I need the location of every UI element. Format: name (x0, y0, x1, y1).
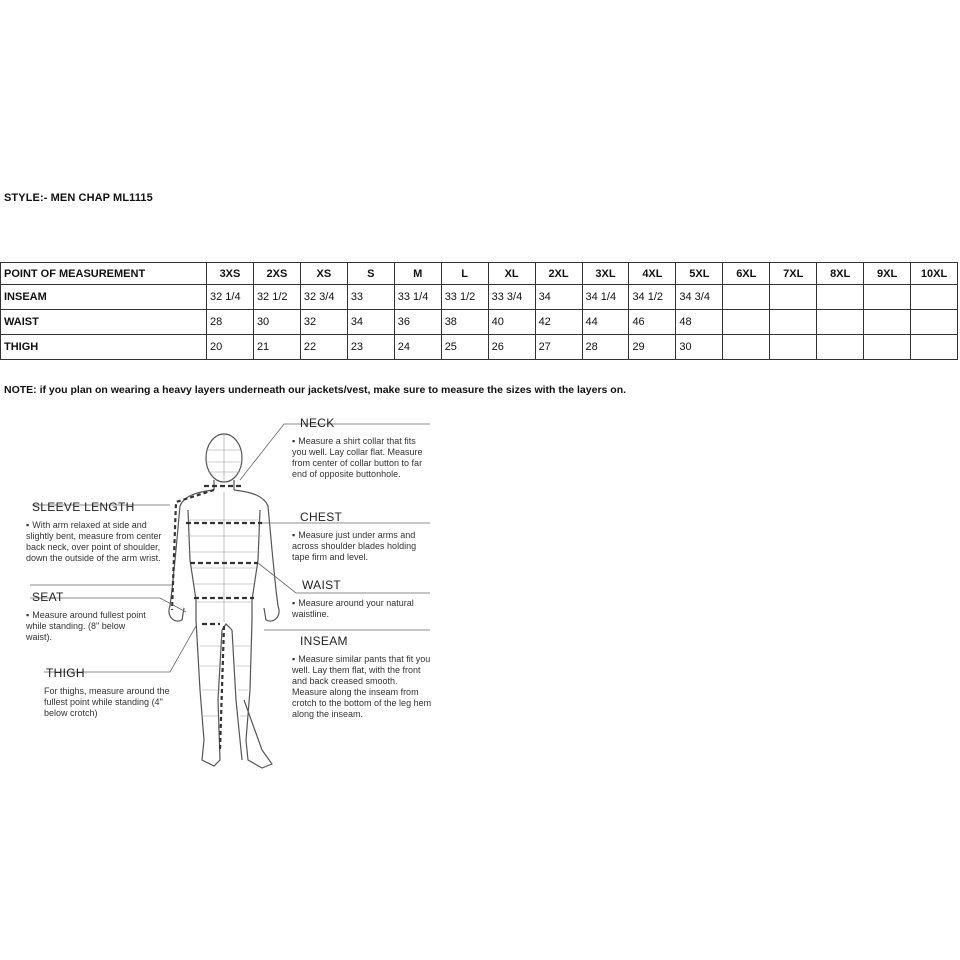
size-header-cell: 4XL (629, 263, 676, 285)
header-point-of-measurement: POINT OF MEASUREMENT (1, 263, 207, 285)
size-header-cell: M (394, 263, 441, 285)
table-cell (817, 310, 864, 335)
waist-description: ▪ Measure around your natural waistline. (292, 598, 422, 620)
row-label: INSEAM (1, 285, 207, 310)
table-cell: 32 3/4 (300, 285, 347, 310)
table-cell (770, 310, 817, 335)
table-cell (817, 285, 864, 310)
table-cell: 48 (676, 310, 723, 335)
table-cell (864, 285, 911, 310)
waist-title: WAIST (302, 578, 342, 592)
table-cell: 20 (207, 335, 254, 360)
table-cell: 33 3/4 (488, 285, 535, 310)
table-cell (770, 335, 817, 360)
chest-title: CHEST (300, 510, 343, 524)
table-cell: 34 (347, 310, 394, 335)
size-header-cell: XL (488, 263, 535, 285)
size-header-cell: 6XL (723, 263, 770, 285)
size-header-cell: 10XL (911, 263, 958, 285)
table-cell: 26 (488, 335, 535, 360)
table-cell: 38 (441, 310, 488, 335)
table-cell (911, 285, 958, 310)
table-cell: 34 (535, 285, 582, 310)
size-header-cell: S (347, 263, 394, 285)
table-cell: 28 (207, 310, 254, 335)
size-header-cell: 2XL (535, 263, 582, 285)
size-header-cell: 3XS (207, 263, 254, 285)
table-cell (911, 310, 958, 335)
table-cell: 22 (300, 335, 347, 360)
table-row (1, 335, 958, 360)
size-header-cell: 8XL (817, 263, 864, 285)
table-cell: 46 (629, 310, 676, 335)
table-cell: 34 1/2 (629, 285, 676, 310)
inseam-description: ▪ Measure similar pants that fit you well. Lay them flat, with the front and back creased smooth. Measure along the inseam from crotch to the bottom of the leg hem along the inseam. (292, 654, 432, 720)
thigh-title: THIGH (46, 666, 85, 680)
table-row (1, 285, 958, 310)
table-cell: 34 3/4 (676, 285, 723, 310)
table-row (1, 310, 958, 335)
sleeve-length-description: ▪ With arm relaxed at side and slightly bent, measure from center back neck, over point of shoulder, down the outside of the arm wrist. (26, 520, 166, 564)
seat-title: SEAT (32, 590, 64, 604)
table-cell: 23 (347, 335, 394, 360)
table-cell: 33 (347, 285, 394, 310)
size-header-cell: 9XL (864, 263, 911, 285)
table-header-row (1, 263, 958, 285)
table-cell: 32 1/2 (253, 285, 300, 310)
table-cell (817, 335, 864, 360)
table-cell: 29 (629, 335, 676, 360)
table-cell: 42 (535, 310, 582, 335)
table-cell (723, 310, 770, 335)
neck-description: ▪ Measure a shirt collar that fits you well. Lay collar flat. Measure from center of collar button to far end of opposite buttonhole. (292, 436, 432, 480)
table-cell: 32 (300, 310, 347, 335)
table-cell: 30 (676, 335, 723, 360)
seat-description: ▪ Measure around fullest point while standing. (8" below waist). (26, 610, 146, 643)
table-cell: 40 (488, 310, 535, 335)
sleeve-length-title: SLEEVE LENGTH (32, 500, 135, 514)
table-cell: 36 (394, 310, 441, 335)
layering-note: NOTE: if you plan on wearing a heavy layers underneath our jackets/vest, make sure to measure the sizes with the layers on. (4, 384, 627, 396)
row-label: THIGH (1, 335, 207, 360)
size-header-cell: L (441, 263, 488, 285)
table-cell (723, 285, 770, 310)
table-cell (770, 285, 817, 310)
size-header-cell: 5XL (676, 263, 723, 285)
table-cell: 34 1/4 (582, 285, 629, 310)
size-header-cell: XS (300, 263, 347, 285)
table-cell: 25 (441, 335, 488, 360)
table-cell: 21 (253, 335, 300, 360)
table-cell: 33 1/2 (441, 285, 488, 310)
thigh-description: For thighs, measure around the fullest point while standing (4" below crotch) (44, 686, 170, 718)
table-cell (864, 335, 911, 360)
table-cell: 24 (394, 335, 441, 360)
neck-title: NECK (300, 416, 335, 430)
table-cell (723, 335, 770, 360)
size-header-cell: 7XL (770, 263, 817, 285)
size-chart-table (0, 262, 958, 360)
table-cell (911, 335, 958, 360)
inseam-title: INSEAM (300, 634, 348, 648)
size-header-cell: 3XL (582, 263, 629, 285)
table-cell: 44 (582, 310, 629, 335)
table-cell: 27 (535, 335, 582, 360)
measurement-diagram (0, 410, 480, 780)
chest-description: ▪ Measure just under arms and across shoulder blades holding tape firm and level. (292, 530, 432, 563)
row-label: WAIST (1, 310, 207, 335)
size-header-cell: 2XS (253, 263, 300, 285)
table-cell: 30 (253, 310, 300, 335)
table-cell: 33 1/4 (394, 285, 441, 310)
table-cell: 28 (582, 335, 629, 360)
style-title: STYLE:- MEN CHAP ML1115 (4, 192, 153, 204)
table-cell (864, 310, 911, 335)
table-cell: 32 1/4 (207, 285, 254, 310)
